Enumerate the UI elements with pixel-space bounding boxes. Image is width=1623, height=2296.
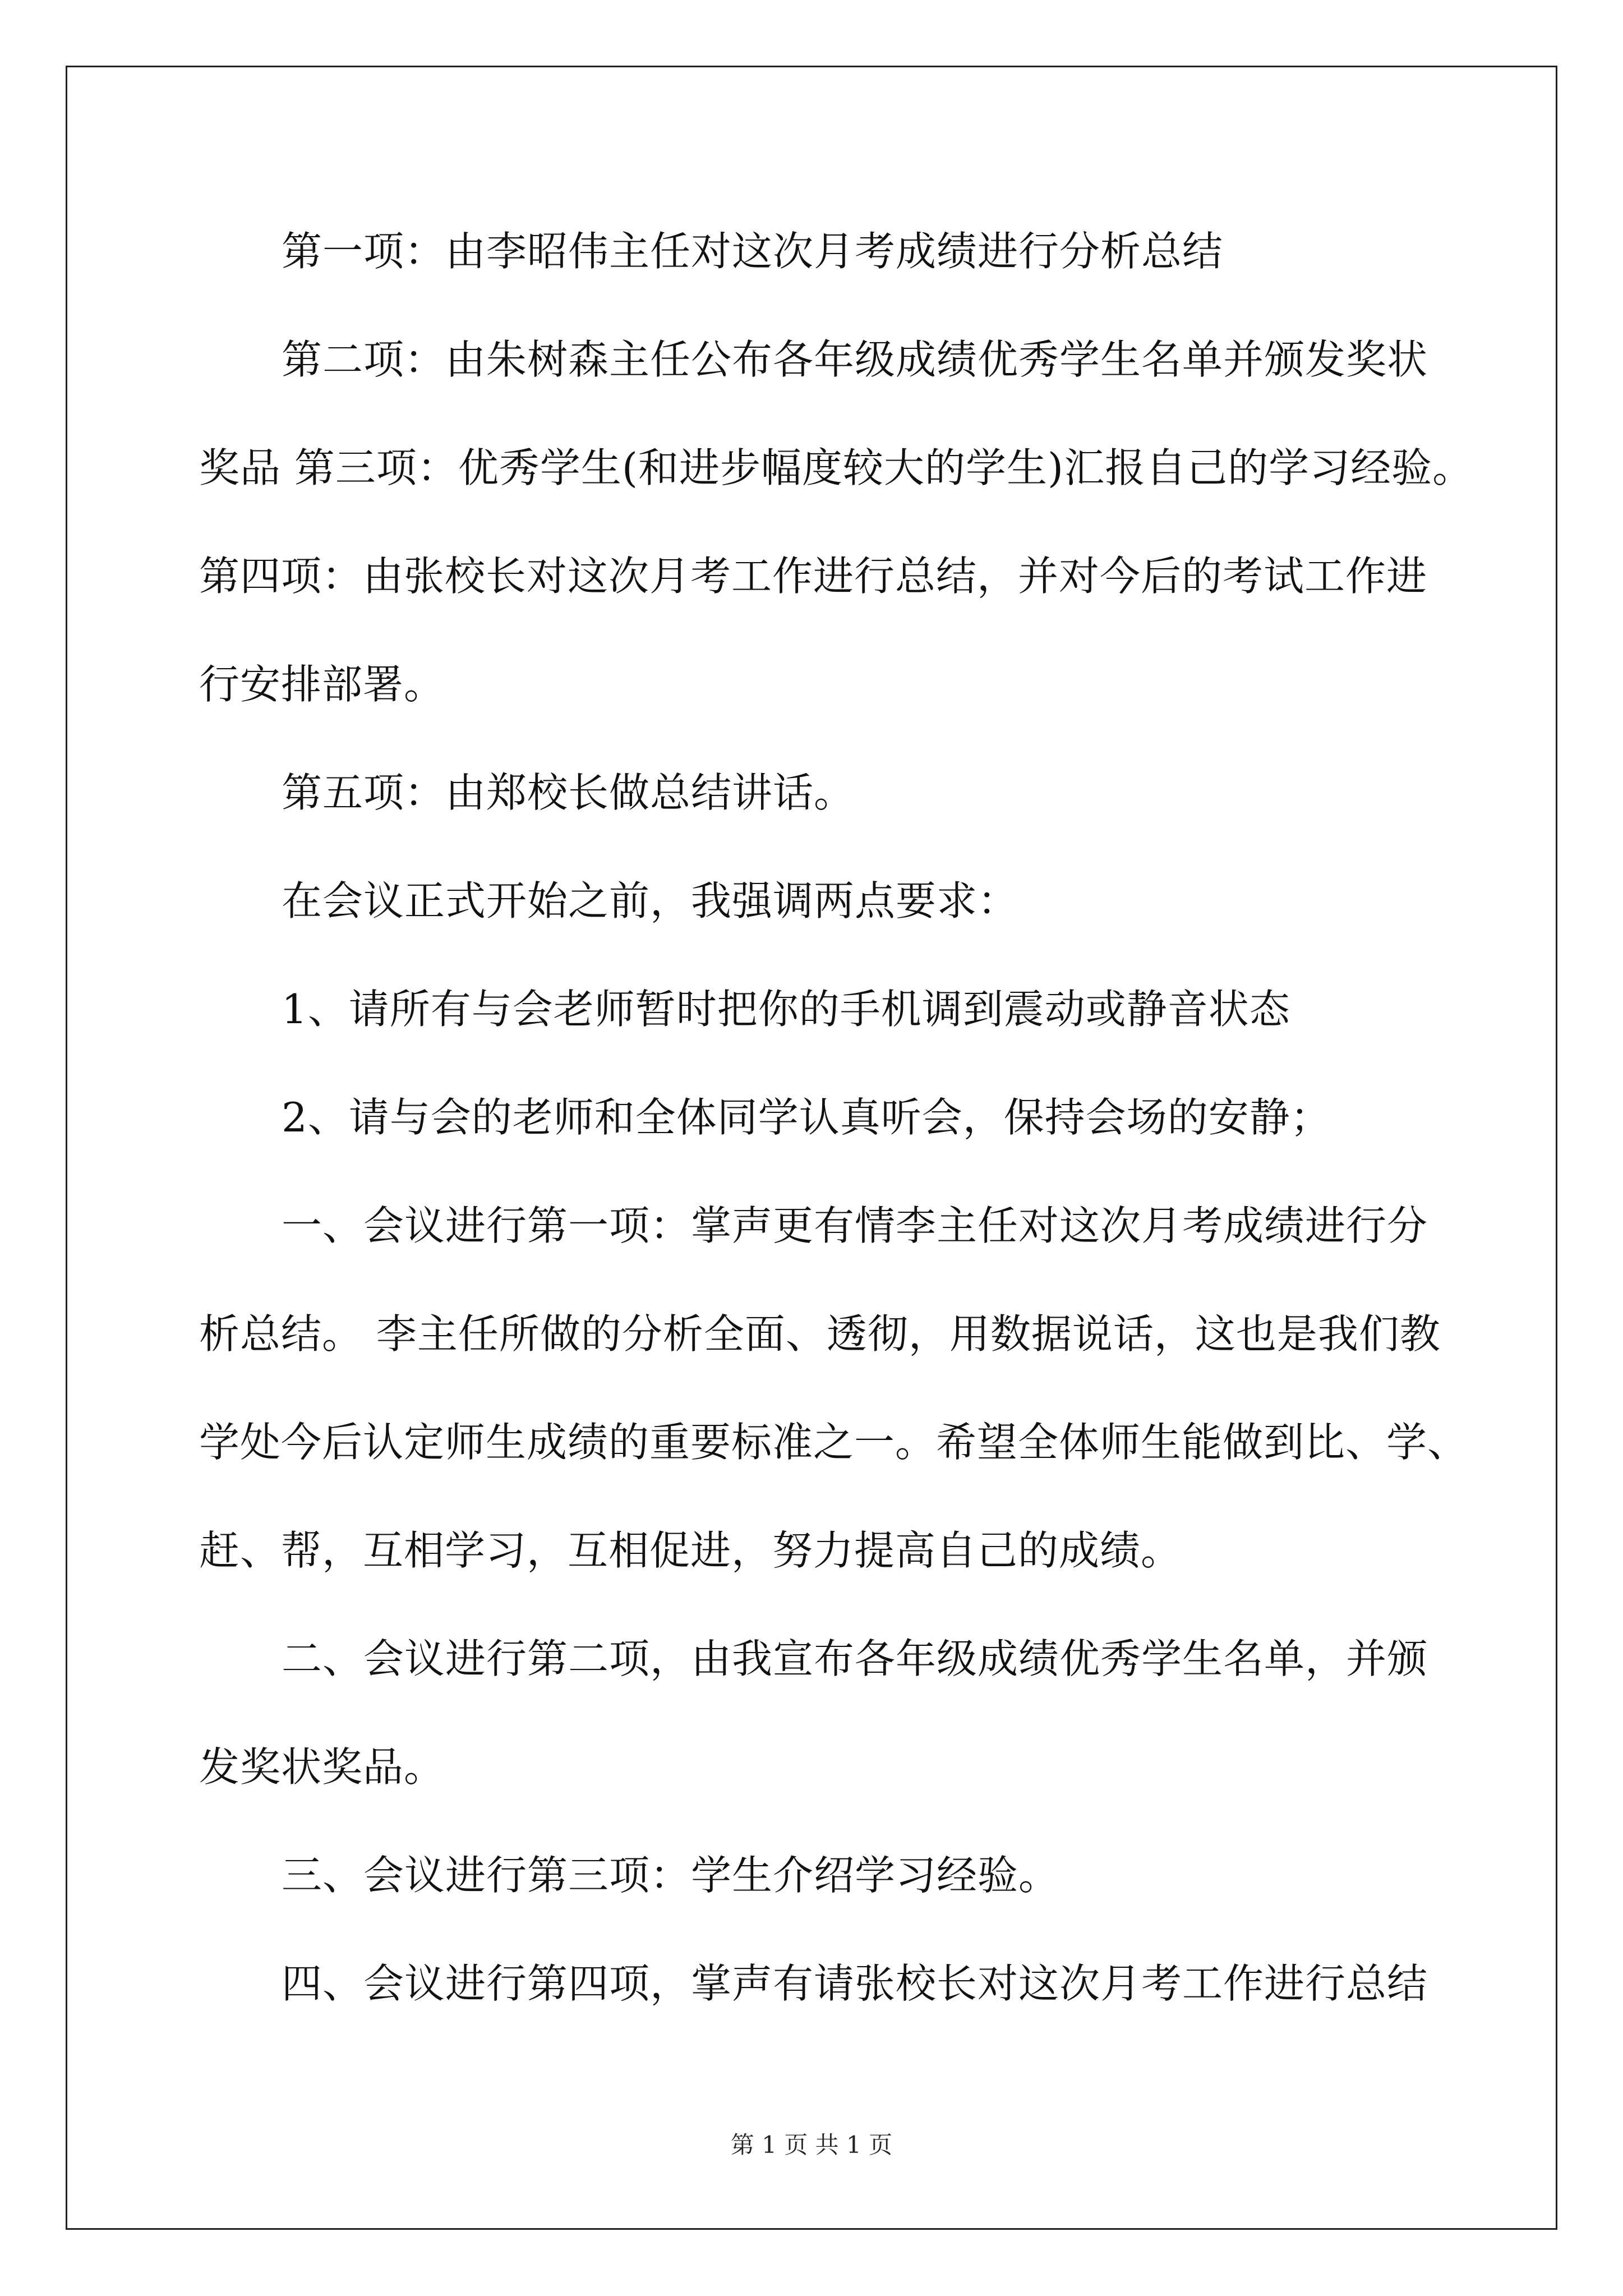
page-frame: [66, 66, 1557, 2230]
text-line-10: 一、会议进行第一项：掌声更有情李主任对这次月考成绩进行分: [282, 1202, 1428, 1249]
text-line-13: 赶、帮，互相学习，互相促进，努力提高自己的成绩。: [199, 1527, 1182, 1574]
text-line-15: 发奖状奖品。: [199, 1743, 445, 1791]
text-line-11: 析总结。 李主任所做的分析全面、透彻，用数据说话，这也是我们教: [199, 1310, 1441, 1358]
text-line-17: 四、会议进行第四项，掌声有请张校长对这次月考工作进行总结: [282, 1960, 1428, 2007]
text-line-5: 行安排部署。: [199, 661, 445, 708]
text-line-1: 第一项：由李昭伟主任对这次月考成绩进行分析总结: [282, 228, 1224, 275]
text-line-14: 二、会议进行第二项，由我宣布各年级成绩优秀学生名单，并颁: [282, 1635, 1428, 1682]
page-footer: 第 1 页 共 1 页: [730, 2131, 893, 2159]
text-line-6: 第五项：由郑校长做总结讲话。: [282, 769, 855, 816]
text-line-7: 在会议正式开始之前，我强调两点要求：: [282, 877, 1019, 924]
text-line-3: 奖品 第三项：优秀学生(和进步幅度较大的学生)汇报自己的学习经验。: [199, 444, 1474, 491]
text-line-2: 第二项：由朱树森主任公布各年级成绩优秀学生名单并颁发奖状: [282, 336, 1428, 383]
text-line-12: 学处今后认定师生成绩的重要标准之一。希望全体师生能做到比、学、: [199, 1419, 1469, 1466]
text-line-9: 2、请与会的老师和全体同学认真听会，保持会场的安静；: [282, 1094, 1331, 1141]
text-line-16: 三、会议进行第三项：学生介绍学习经验。: [282, 1852, 1060, 1899]
text-line-4: 第四项：由张校长对这次月考工作进行总结，并对今后的考试工作进: [199, 553, 1428, 600]
text-line-8: 1、请所有与会老师暂时把你的手机调到震动或静音状态: [282, 986, 1290, 1033]
